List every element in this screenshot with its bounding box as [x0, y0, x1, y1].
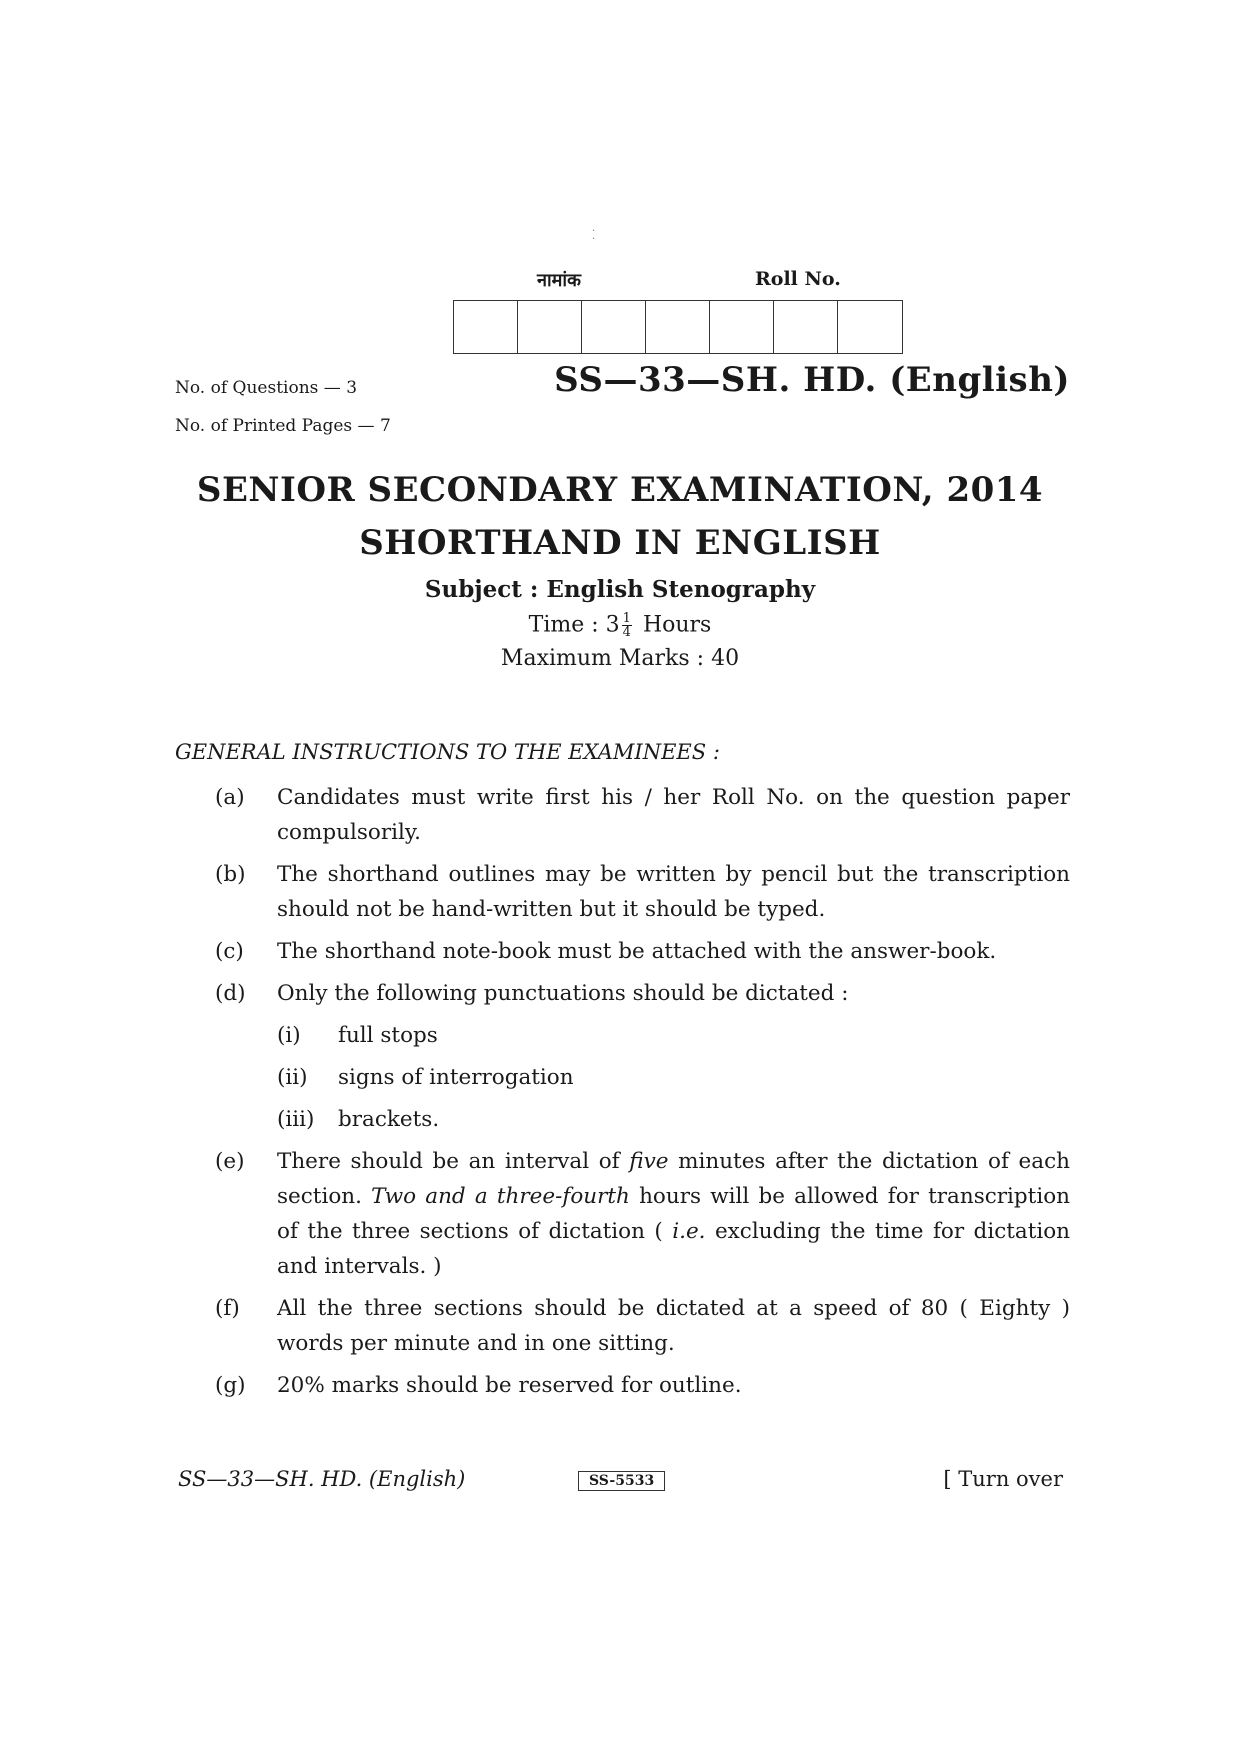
italic-run: Two and a three-fourth [371, 1184, 630, 1209]
roll-digit-box[interactable] [710, 301, 774, 353]
time-fraction [622, 612, 632, 639]
punctuation-item [277, 1060, 1070, 1095]
instruction-item [215, 934, 1070, 969]
italic-run: i.e. [672, 1219, 706, 1244]
number-of-questions: No. of Questions — 3 [175, 378, 358, 398]
namank-label: नामांक [537, 270, 581, 291]
item-text: The shorthand outlines may be written by pencil but the transcription should not be hand-written but it should be typed. [277, 862, 1070, 922]
roll-digit-box[interactable] [646, 301, 710, 353]
number-of-pages: No. of Printed Pages — 7 [175, 416, 391, 436]
text-run: minutes after the dictation of each section. [277, 1149, 1070, 1209]
instruction-item [215, 1291, 1070, 1361]
instruction-item [215, 780, 1070, 850]
item-text: Only the following punctuations should be dictated : [277, 981, 849, 1006]
roll-number-label: Roll No. [755, 268, 841, 290]
exam-title: SENIOR SECONDARY EXAMINATION, 2014 [196, 470, 1044, 510]
item-text: The shorthand note-book must be attached with the answer-book. [277, 939, 997, 964]
sub-text: full stops [338, 1023, 438, 1048]
sub-label: (ii) [277, 1065, 308, 1090]
item-label: (e) [215, 1149, 245, 1174]
time-prefix: Time : 3 [528, 612, 620, 638]
punctuation-list [277, 1018, 1070, 1137]
item-text: Candidates must write first his / her Roll No. on the question paper compulsorily. [277, 785, 1070, 845]
item-label: (c) [215, 939, 244, 964]
punctuation-item [277, 1018, 1070, 1053]
instruction-item [215, 1368, 1070, 1403]
instruction-item [215, 976, 1070, 1011]
item-label: (b) [215, 862, 246, 887]
item-label: (g) [215, 1373, 246, 1398]
item-label: (d) [215, 981, 246, 1006]
paper-code: SS—33—SH. HD. (English) [554, 360, 1070, 400]
sub-label: (iii) [277, 1107, 315, 1132]
footer-serial-code: SS-5533 [578, 1471, 665, 1491]
roll-digit-box[interactable] [838, 301, 902, 353]
instruction-item [215, 1144, 1070, 1284]
sub-label: (i) [277, 1023, 301, 1048]
sub-text: brackets. [338, 1107, 440, 1132]
roll-number-boxes[interactable] [453, 300, 903, 354]
footer-paper-code: SS—33—SH. HD. (English) [178, 1467, 466, 1491]
fraction-numerator: 1 [622, 611, 631, 626]
roll-digit-box[interactable] [454, 301, 518, 353]
item-text [277, 1144, 1070, 1284]
roll-digit-box[interactable] [518, 301, 582, 353]
instructions-list [215, 780, 1070, 1410]
text-run: hours will be allowed for transcription of the three sections of dictation ( [277, 1184, 1070, 1244]
item-label: (f) [215, 1296, 240, 1321]
turn-over-note: [ Turn over [943, 1467, 1063, 1491]
text-run: There should be an interval of [277, 1149, 630, 1174]
instructions-heading: GENERAL INSTRUCTIONS TO THE EXAMINEES : [175, 740, 720, 764]
fraction-denominator: 4 [622, 625, 631, 640]
instruction-item [215, 857, 1070, 927]
time-line [0, 612, 1240, 639]
item-text: All the three sections should be dictated at a speed of 80 ( Eighty ) words per minute and in one sitting. [277, 1296, 1070, 1356]
text-run: excluding the time for dictation and intervals. ) [277, 1219, 1070, 1279]
item-label: (a) [215, 785, 245, 810]
punctuation-item [277, 1102, 1070, 1137]
scan-mark: · · [592, 226, 596, 245]
maximum-marks: Maximum Marks : 40 [500, 646, 740, 671]
roll-digit-box[interactable] [582, 301, 646, 353]
sub-text: signs of interrogation [338, 1065, 574, 1090]
time-suffix: Hours [642, 612, 712, 638]
paper-title: SHORTHAND IN ENGLISH [359, 523, 881, 563]
subject-line: Subject : English Stenography [424, 576, 816, 603]
item-text: 20% marks should be reserved for outline. [277, 1373, 742, 1398]
roll-digit-box[interactable] [774, 301, 838, 353]
italic-run: five [629, 1149, 669, 1174]
